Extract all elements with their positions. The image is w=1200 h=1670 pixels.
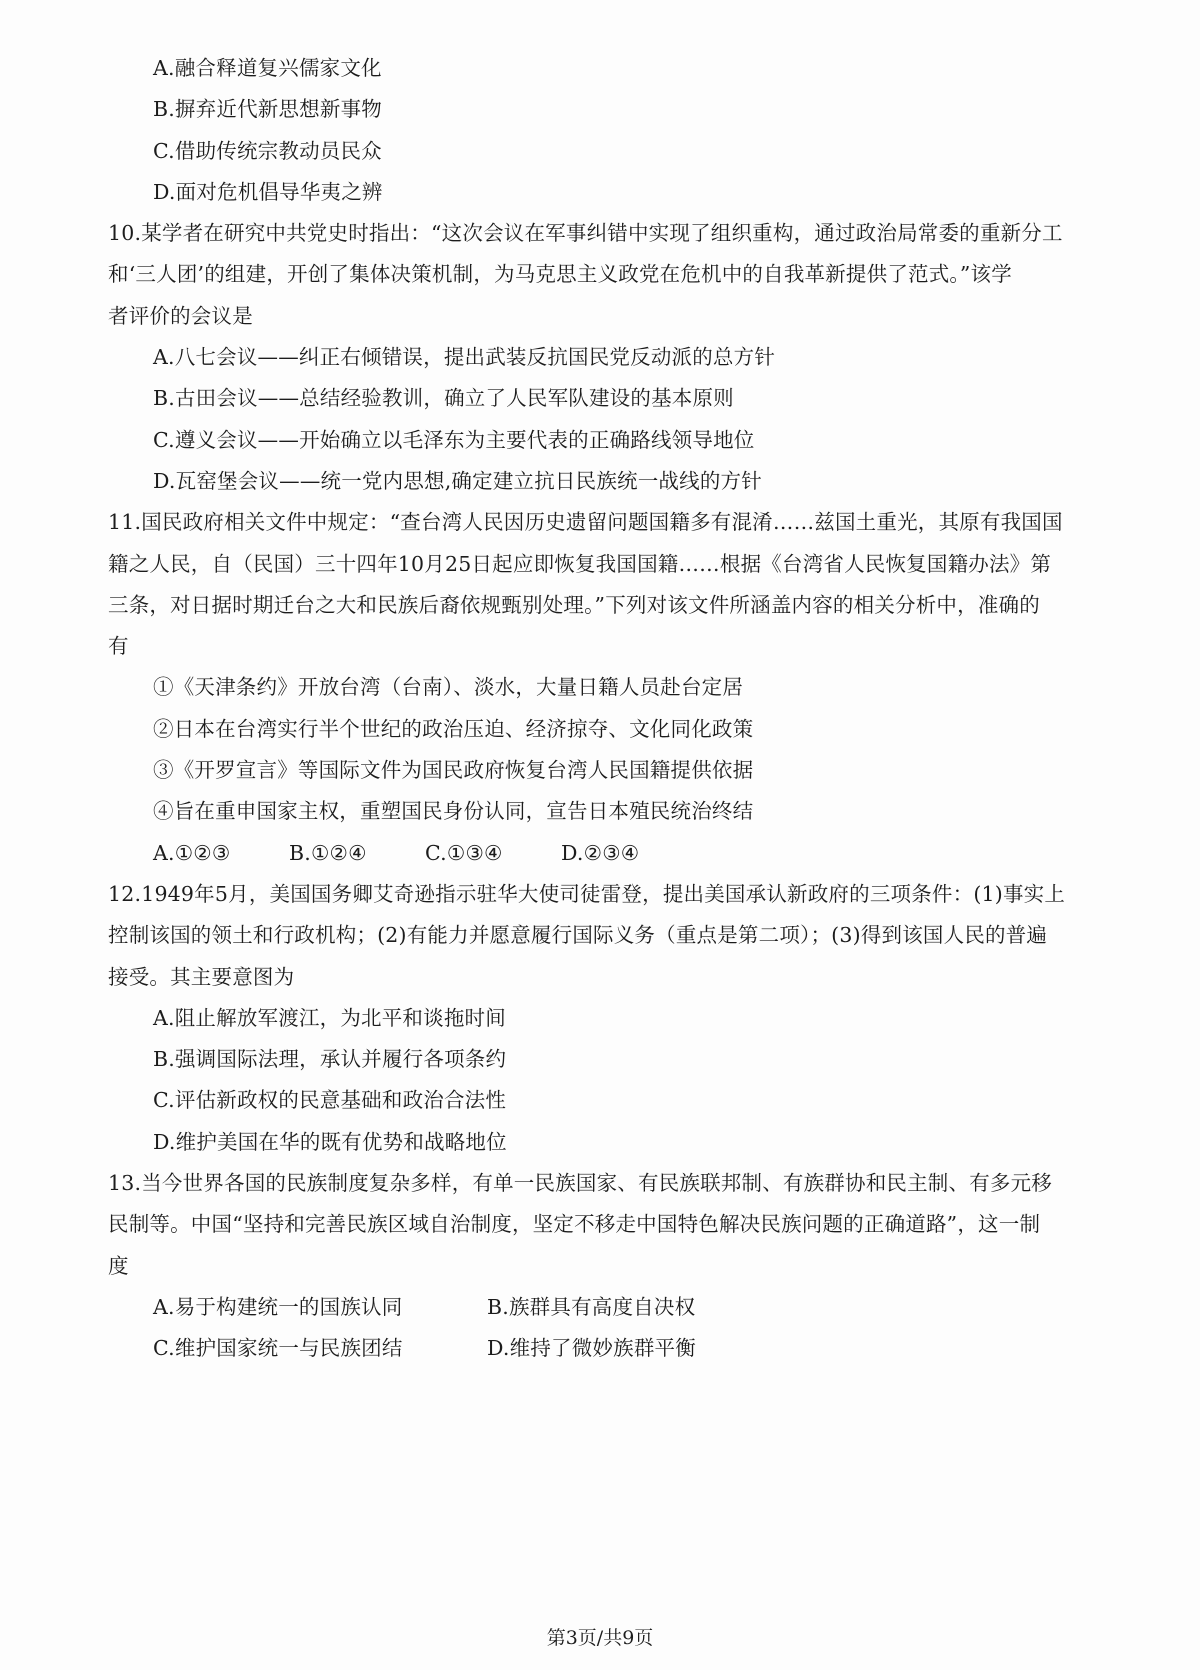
q13-option-d: D.维持了微妙族群平衡: [487, 1336, 696, 1361]
q11-stem-line-3: 三条，对日据时期迁台之大和民族后裔依规甄别处理。”下列对该文件所涵盖内容的相关分析中，准确的: [108, 592, 1040, 617]
q13-option-b: B.族群具有高度自决权: [487, 1294, 696, 1319]
q9-option-a: A.融合释道复兴儒家文化: [153, 56, 382, 80]
q13-stem-line-3: 度: [108, 1253, 129, 1278]
q11-statement-4: ④旨在重申国家主权，重塑国民身份认同，宣告日本殖民统治终结: [153, 799, 754, 824]
q13-option-a: A.易于构建统一的国族认同: [153, 1294, 403, 1319]
page-footer: [0, 1626, 1200, 1650]
q10-option-b: B.古田会议——总结经验教训，确立了人民军队建设的基本原则: [153, 386, 734, 411]
q10-stem-line-3: 者评价的会议是: [108, 303, 253, 328]
q11-statement-2: ②日本在台湾实行半个世纪的政治压迫、经济掠夺、文化同化政策: [153, 716, 754, 741]
q12-option-b: B.强调国际法理，承认并履行各项条约: [153, 1047, 507, 1072]
q10-option-c: C.遵义会议——开始确立以毛泽东为主要代表的正确路线领导地位: [153, 427, 755, 452]
page-content: [108, 48, 1098, 1370]
q13-options-row-1: [108, 1287, 1098, 1328]
q11-stem-line-1: 11.国民政府相关文件中规定：“查台湾人民因历史遗留问题国籍多有混淆……兹国土重光，其原有我国国: [108, 510, 1063, 535]
page-number: 第3页/共9页: [546, 1627, 654, 1649]
question-11: [108, 502, 1098, 874]
question-10: [108, 213, 1098, 502]
q11-options-row: [108, 833, 1098, 874]
q10-option-a: A.八七会议——纠正右倾错误，提出武装反抗国民党反动派的总方针: [153, 345, 776, 370]
q11-option-d: D.②③④: [561, 840, 640, 865]
question-12: [108, 874, 1098, 1163]
q11-stem-line-2: 籍之人民，自（民国）三十四年10月25日起应即恢复我国国籍……根据《台湾省人民恢复国籍办法》第: [108, 551, 1052, 576]
q13-options-row-2: [108, 1328, 1098, 1369]
q13-option-c: C.维护国家统一与民族团结: [153, 1336, 403, 1361]
question-13: [108, 1163, 1098, 1369]
q11-statement-3: ③《开罗宣言》等国际文件为国民政府恢复台湾人民国籍提供依据: [153, 758, 754, 783]
q10-stem-line-1: 10.某学者在研究中共党史时指出：“这次会议在军事纠错中实现了组织重构，通过政治局常委的重新分工: [108, 221, 1063, 246]
q9-option-b: B.摒弃近代新思想新事物: [153, 97, 382, 122]
q11-stem-line-4: 有: [108, 634, 129, 659]
q12-option-d: D.维护美国在华的既有优势和战略地位: [153, 1129, 507, 1154]
q11-statement-1: ①《天津条约》开放台湾（台南）、淡水，大量日籍人员赴台定居: [153, 675, 744, 700]
q13-stem-line-2: 民制等。中国“坚持和完善民族区域自治制度，坚定不移走中国特色解决民族问题的正确道路”，这一制: [108, 1212, 1041, 1237]
q10-option-d: D.瓦窑堡会议——统一党内思想,确定建立抗日民族统一战线的方针: [153, 468, 762, 493]
q12-option-c: C.评估新政权的民意基础和政治合法性: [153, 1088, 507, 1113]
q11-option-b: B.①②④: [289, 840, 367, 865]
q10-stem-line-2: 和‘三人团’的组建，开创了集体决策机制，为马克思主义政党在危机中的自我革新提供了范式。”该学: [108, 262, 1012, 287]
q12-option-a: A.阻止解放军渡江，为北平和谈拖时间: [153, 1005, 506, 1030]
q11-option-a: A.①②③: [153, 840, 231, 865]
q12-stem-line-2: 控制该国的领土和行政机构；(2)有能力并愿意履行国际义务（重点是第二项）；(3)得到该国人民的普遍: [108, 923, 1048, 948]
q12-stem-line-3: 接受。其主要意图为: [108, 964, 295, 989]
q9-option-d: D.面对危机倡导华夷之辨: [153, 179, 383, 204]
q13-stem-line-1: 13.当今世界各国的民族制度复杂多样，有单一民族国家、有民族联邦制、有族群协和民主制、有多元移: [108, 1171, 1052, 1196]
question-9-options: [108, 48, 1098, 213]
q11-option-c: C.①③④: [425, 840, 503, 865]
q12-stem-line-1: 12.1949年5月，美国国务卿艾奇逊指示驻华大使司徒雷登，提出美国承认新政府的三项条件：(1)事实上: [108, 881, 1066, 906]
q9-option-c: C.借助传统宗教动员民众: [153, 138, 382, 163]
